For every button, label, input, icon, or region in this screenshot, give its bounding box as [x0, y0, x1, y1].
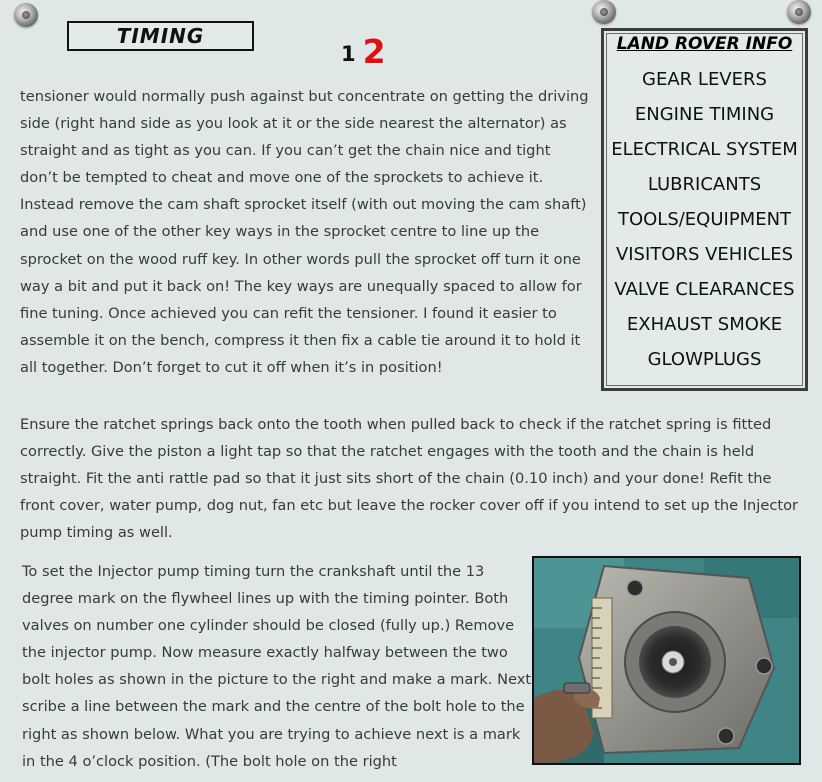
page-title: TIMING	[116, 24, 205, 48]
page-link-1[interactable]: 1	[341, 42, 356, 66]
sidebar-item-lubricants[interactable]: LUBRICANTS	[647, 174, 762, 195]
rivet-icon	[14, 3, 38, 27]
body-paragraph-2: Ensure the ratchet springs back onto the tooth when pulled back to check if the ratchet spring is fitted correctly. Give the piston a light tap so that the ratchet engages with the tooth and the chain is held straight. Fit the anti rattle pad so that it just sits short of the chain (0.10 inch) and your done! Refit the front cover, water pump, dog nut, fan etc but leave the rocker cover off if you intend to set up the Injector pump timing as well.	[20, 416, 798, 542]
sidebar-item-visitors-vehicles[interactable]: VISITORS VEHICLES	[615, 244, 794, 265]
sidebar-menu	[604, 67, 805, 382]
sidebar-nav	[601, 28, 808, 391]
body-paragraph-1: tensioner would normally push against but concentrate on getting the driving side (right hand side as you look at it or the side nearest the alternator) as straight and as tight as you can. If you can’t get the chain nice and tight don’t be tempted to cheat and move one of the sprockets to achieve it. Instead remove the cam shaft sprocket itself (with out moving the cam shaft) and use one of the other key ways in the sprocket centre to line up the sprocket on the wood ruff key. In other words pull the sprocket off turn it one way a bit and put it back on! The key ways are unequally spaced to allow for fine tuning. Once achieved you can refit the tensioner. I found it easier to assemble it on the bench, compress it then fix a cable tie around it to hold it all together. Don’t forget to cut it off when it’s in position!	[20, 88, 589, 376]
rivet-icon	[787, 0, 811, 24]
page-navigation	[341, 30, 386, 69]
sidebar-item-engine-timing[interactable]: ENGINE TIMING	[634, 104, 775, 125]
sidebar-item-electrical-system[interactable]: ELECTRICAL SYSTEM	[611, 139, 798, 160]
body-paragraph-3: To set the Injector pump timing turn the crankshaft until the 13 degree mark on the flywheel lines up with the timing pointer. Both valves on number one cylinder should be closed (fully up.) Remove the injector pump. Now measure exactly halfway between the two bolt holes as shown in the picture to the right and make a mark. Next scribe a line between the mark and the centre of the bolt hole to the right as shown below. What you are trying to achieve next is a mark in the 4 o’clock position. (The bolt hole on the right	[22, 563, 532, 770]
injector-pump-photo	[532, 556, 801, 765]
sidebar-heading[interactable]: LAND ROVER INFO	[616, 34, 793, 54]
sidebar-item-tools-equipment[interactable]: TOOLS/EQUIPMENT	[617, 209, 792, 230]
rivet-icon	[592, 0, 616, 24]
sidebar-item-glowplugs[interactable]: GLOWPLUGS	[647, 349, 762, 370]
sidebar-item-gear-levers[interactable]: GEAR LEVERS	[642, 69, 767, 90]
page-link-2-current[interactable]: 2	[362, 32, 386, 71]
sidebar-item-valve-clearances[interactable]: VALVE CLEARANCES	[614, 279, 795, 300]
page-title-box	[67, 21, 254, 51]
injector-pump-illustration	[534, 558, 799, 763]
sidebar-item-exhaust-smoke[interactable]: EXHAUST SMOKE	[626, 314, 783, 335]
